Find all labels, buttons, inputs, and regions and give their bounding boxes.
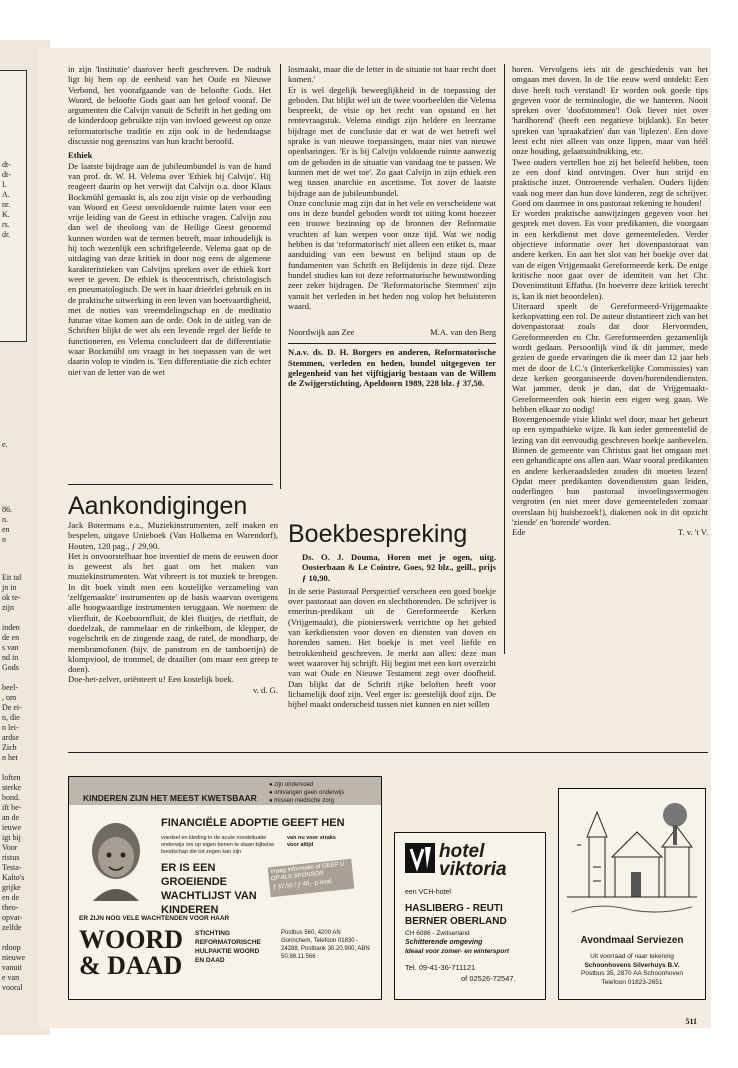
- page-number: 511: [685, 1017, 697, 1026]
- aankondigingen-bib: [68, 520, 278, 551]
- ad-bullet-2: ontvangen geen onderwijs: [274, 790, 345, 796]
- avondmaal-title: Avondmaal Serviezen: [580, 935, 684, 946]
- col3-paragraph-2: Twee ouders vertellen hoe zij het beleefd hebben, toen ze een doof kind ontvingen. Over hun strijd en praktische inzet. Ontroerende verhalen. Ouders lijden vaak nog meer dan hun dove kinderen, zegt de schrijver. Goed om daarmee in ons pastoraat rekening te houden!: [512, 156, 708, 208]
- logo-line-1: WOORD: [79, 925, 183, 954]
- adoptie-heading: FINANCIËLE ADOPTIE GEEFT HEN: [161, 817, 345, 829]
- hotel-postal: CH 6086 - Zwitserland: [405, 930, 470, 937]
- hotel-logo-mark: [405, 843, 435, 873]
- woord-daad-logo: [79, 927, 183, 979]
- avondmaal-line-4: Telefoon 01823-2651: [601, 978, 663, 986]
- logo-line-2: & DAAD: [79, 951, 183, 980]
- previous-page-text-mid2: 86. n. en n: [2, 505, 12, 544]
- signature-name: M.A. van den Berg: [430, 327, 496, 338]
- hotel-place: HASLIBERG - REUTI: [405, 903, 503, 914]
- col3-paragraph-5: Bovengenoemde visie klinkt wel door, maar het gebeurt op een sympathieke wijze. Ik kan ieder gemeentelid de lezing van dit eenvoudig geschreven boekje aanbevelen. Binnen de gemeente van Christus gaat het omgaan met een gehandicapte ons allen aan. Waar vooral predikanten en andere kerkeraadsleden zouden dit moeten lezen! Opdat meer predikanten dovendiensten gaan leiden, ouderlingen hun pastoraal invoelingsvermogen vergroten (en niet meer dove gemeenteleden zomaar overslaan bij huisbezoek!), diakenen ook in dit opzicht 'ziende' en 'horende' worden.: [512, 414, 708, 528]
- ad-header-text: KINDEREN ZIJN HET MEEST KWETSBAAR: [83, 793, 257, 803]
- sponsor-price: ƒ 37,50 / ƒ 40,- p.mnd.: [272, 878, 334, 892]
- adoptie-right: van nu voor straks voor altijd: [287, 835, 336, 848]
- col3-signature-place: Ede: [512, 527, 526, 538]
- hotel-tagline-1: Schitterende omgeving: [405, 939, 483, 946]
- column-divider-1: [280, 64, 281, 489]
- previous-page-text-top: dt- dt- I. A. nr. K. rs. dr.: [2, 160, 11, 239]
- wachtlijst-heading: ER IS EEN GROEIENDE WACHTLIJST VAN KINDEREN: [161, 862, 257, 916]
- hotel-viktoria-ad: [394, 832, 546, 1000]
- previous-page-text-mid: e.: [2, 440, 8, 449]
- sponsor-text: Vraag informatie of GEEF U OP ALS SPONSOR: [269, 861, 345, 883]
- hotel-region: BERNER OBERLAND: [405, 916, 507, 927]
- hotel-phone-2: of 02526-72547.: [461, 974, 516, 983]
- boekbespreking-section: [288, 520, 496, 750]
- ethiek-body: De laatste bijdrage aan de jubileumbundel is van de hand van prof. dr. W. H. Velema over 'Ethiek bij Calvijn'. Hij reageert daarin op het verwijt dat Calvijn o.a. door Klaus Bockmühl gemaakt is, als zou zijn visie op de verhouding van Woord en Geest onvoldoende ruimte laten voor een vrije leiding van de Geest in ethische vragen. Calvijn zou dan wel de theoloog van de Heilige Geest genoemd kunnen worden wat de termen betreft, maar inhoudelijk is hij toch wezenlijk een schriftgeleerde. Velema gaat op de uitdaging van deze kritiek in door nog eens de algemene karakteristieken van Calvijns spreken over de ethiek kort weer te geven. De ethiek is theocentrisch, christologisch en pneumatologisch. De wet in haar drieërlei gebruik en in de praktische uitwerking in een leven van boetvaardigheid, met de noties van vreemdelingschap en de meditatio futurae vitae komen aan de orde. Ook in de uitleg van de Schriften blijkt de wet als een levende regel der liefde te functioneren, en Velema concludeert dat de differentiatie waar Bockmühl om vraagt in het toepassen van de wet daarin volop te vinden is. 'Een differentiatie die zich echter niet van de letter van de wet: [68, 160, 271, 377]
- review-bibliography: [288, 343, 496, 388]
- organisation-name: STICHTING REFORMATORISCHE HULPAKTIE WOORD EN DAAD: [195, 930, 261, 964]
- col3-paragraph-1: horen. Vervolgens iets uit de geschiedenis van het omgaan met doven. In de 16e eeuw werd ontdekt: Een dove heeft toch verstand! Er worden ook goede tips gegeven voor de terminologie, die we hanteren. Nooit spreken over 'doofstommen'! Ook liever niet over 'hardhorend' (heeft een negatieve bijklank). En beter spreken van 'spraakafzien' dan van 'liplezen'. Een dove leest echt niet alleen van onze lippen, maar van héél onze houding, gelaatsuitdrukking, etc.: [512, 64, 708, 157]
- hotel-phone-1: Tel. 09-41-36-711121: [405, 963, 476, 972]
- review-conclusion: Onze conclusie mag zijn dat in het vele en verscheidene wat ons in deze bundel geboden wordt tot uiting komt hoezeer een trouwe bezinning op de bronnen der Reformatie vruchten af kan werpen voor onze tijd. Wat we nodig hebben is dat 'reformatorisch' niet alleen een etiket is, maar aanduiding van een bewust en belijnd staan op de fundamenten van Schrift en Belijdenis in deze tijd. Deze bundel studies kan tot deze reformatorische bewustwording zeer zeker bijdragen. De 'Reformatorische Stemmen' zijn vanuit het verleden in het heden nog volop het beluisteren waard.: [288, 197, 496, 311]
- calvijn-intro-text: in zijn 'Institutie' daarover heeft geschreven. De nadruk ligt bij hem op de eenheid van het Oude en Nieuwe Verbond, het voorafgaande van de beloofte Gods. Het Woord, de beloofte Gods gaat aan het geloof vooraf. De argumenten die Calvijn vanuit de Schrift in het geding om de kinderdoop gebruikte zijn van invloed geweest op onze reformatorische traditie en zijn ook in de hedendaagse discussie nog geenszins van hun kracht beroofd.: [68, 64, 271, 147]
- col3-signature-name: T. v. 't V.: [677, 527, 708, 538]
- child-photo: [83, 815, 149, 901]
- separator-ads: [68, 752, 708, 753]
- avondmaal-line-1: Uit voorraad of naar tekening: [590, 953, 674, 960]
- woord-en-daad-ad: [68, 776, 382, 1000]
- aankondigingen-bib-text: Jack Botermans e.a., Muziekinstrumenten, zelf maken en bespelen, uitgave Unieboek (Van Holkema en Warendorf), Houten, 120 pag., ƒ 29,90.: [68, 520, 278, 551]
- review-continuation-2: Er is wel degelijk beweeglijkheid in de toepassing der geboden. Dat blijkt wel uit de twee voorbeelden die Velema bespreekt, de visie op het recht van opstand en het rentevraagstuk. Velema eindigt zijn heldere en leerzame bijdrage met de conclusie dat er wat de wet betreft wel sprake is van nieuwe toepassingen, maar niet van nieuwe openbaringen. 'Er is bij Calvijn voldoende ruimte aanwezig om de geboden in de situatie van vandaag toe te passen. We kunnen met de wet toe'. Zo gaat Calvijn in zijn ethiek een weg tussen anarchie en ascetisme. Tot zover de laatste bijdrage aan de jubileumbundel.: [288, 84, 496, 198]
- hotel-tagline-2: Ideaal voor zomer- en wintersport: [405, 948, 510, 955]
- ad-bullets: ● zijn ondervoed ● ontvangen geen onderwijs ● missen medische zorg: [269, 782, 345, 804]
- sponsor-stamp: [268, 859, 355, 898]
- col3-signature: [512, 527, 708, 537]
- boekbespreking-body: In de serie Pastoraal Perspectief verscheen een goed boekje over pastoraat aan doven en slechthorenden. De schrijver is emeritus-predikant uit de Gereformeerde Kerken (Vrijgemaakt), die pionierswerk verrichtte op het gebied van kerkdiensten voor doven en diensten van doven en horenden samen. Het boekje is met veel liefde en betrokkenheid geschreven. Je merkt aan alles: deze man weet waarover hij schrijft. Hij begint met een kort overzicht van wat Oude en Nieuwe Testament zegt over doofheid. Dan blijkt dat de Schrift rijke beloften heeft voor lichamelijk doof zijn. Veel erger is: geestelijk doof zijn. De bijbel maakt onderscheid tussen niet kunnen en niet willen: [288, 585, 496, 710]
- boekbespreking-title: Boekbespreking: [288, 520, 468, 548]
- column-1: [68, 64, 271, 494]
- bibliography-text: N.a.v. ds. D. H. Borgers en anderen, Reformatorische Stemmen, verleden en heden, bundel uitgegeven ter gelegenheid van het vijftigjarig bestaan van de Willem de Zwijgerstichting, Apeldoorn 1989, 228 blz. ƒ 37,50.: [288, 347, 496, 389]
- avondmaal-details: [559, 953, 705, 987]
- boekbespreking-bib: Ds. O. J. Douma, Horen met je ogen, uitg. Oosterbaan & Le Cointre, Goes, 92 blz., geill., prijs ƒ 10,90.: [302, 552, 496, 583]
- column-2: [288, 64, 496, 484]
- col3-paragraph-4: Uiteraard speelt de Gereformeerd-Vrijgemaakte kerkopvatting een rol. De auteur distantieert zich van het dovenpastoraat zoals dat door Hervormden, Gereformeerden en Chr. Gereformeerden gezamenlijk wordt gedaan. Persoonlijk vind ik dit jammer, mede gezien de goede ervaringen die ik meer dan 12 jaar heb met de door de I.C.'s (Interkerkelijke Commissies) van deze kerken georganiseerde doven/horendendiensten. Wat jammer, denk je dan, dat de Vrijgemaakt-Gereformeerden ook hierin een eigen weg gaan. We hebben elkaar zo nodig!: [512, 300, 708, 414]
- aankondigingen-body-2: Doe-het-zelver, oriënteert u! Een kostelijk boek.: [68, 674, 234, 685]
- ethiek-heading: Ethiek: [68, 150, 93, 161]
- avondmaal-line-2: Schoonhovens Silverhuys B.V.: [584, 961, 680, 969]
- ad-bullet-3: missen medische zorg: [274, 798, 334, 804]
- avondmaal-line-3: Postbus 35, 2870 AA Schoonhoven: [581, 970, 683, 977]
- aankondigingen-title: Aankondigingen: [68, 492, 248, 520]
- review-continuation-1: losmaakt, maar die de letter in de situatie tot haar recht doet komen.': [288, 64, 496, 85]
- aankondigingen-section: [68, 492, 278, 732]
- review-signature: [288, 327, 496, 337]
- avondmaal-serviezen-ad: [558, 788, 706, 1000]
- ad-bullet-1: zijn ondervoed: [274, 782, 314, 788]
- col3-paragraph-3: Er worden praktische aanwijzingen gegeven voor het gesprek met doven. En voor predikanten, die voorgaan in een kerkdienst met dove gemeenteleden. Verder objectieve informatie over het dovenpastoraat van andere kerken. En aan het slot van het boekje over dat van de eigen Vrijgemaakt Gereformeerde kerk. De enige kritische noot gaat over de identiteit van het Chr. Doveninstituut Effatha. (In hoeverre deze kritiek terecht is, kan ik niet beoordelen).: [512, 208, 708, 301]
- column-3: [512, 64, 708, 654]
- hotel-logo-text: hotel viktoria: [439, 841, 507, 880]
- aankondigingen-signature: v. d. G.: [253, 684, 278, 695]
- aankondigingen-body-1: Het is onvoorstelbaar hoe inventief de mens de eeuwen door is geweest als het gaat om het maken van muziekinstrumenten. Wat vibreert is tot muziek te brengen. In dit boek vindt men een kostelijke verzameling van 'zelfgemaakte' instrumenten op de basis waarvan overigens alle hoogwaardige instrumenten teruggaan. We noemen: de vlierfluit, de Koehoornfluit, de klei fluitjes, de rietfluit, de doedelzak, de rammelaar en de rinkelbom, de klepper, de vogelschrik en de zingende zaag, de ratel, de mondharp, de membramofonen (bijv. de panstrom en de tamboerijn) de klompviool, de trommel, de draailier (om maar een greep te doen).: [68, 550, 278, 675]
- signature-place: Noordwijk aan Zee: [288, 327, 355, 338]
- wachtenden-text: ER ZIJN NOG VELE WACHTENDEN VOOR HAAR: [79, 915, 230, 922]
- journal-page: [38, 48, 711, 1028]
- separator-left: [68, 484, 273, 485]
- church-illustration: [567, 797, 697, 927]
- organisation-address: Postbus 560, 4200 AN Gorinchem, Telefoon 01830 - 24288, Postbank 30.20.900, ABN 50.98.11.566: [281, 930, 370, 960]
- previous-page-text-bottom: Eit tal jn in ok te- zijn inden de en s van nd in Gods beel- , om De ei- n, die n lei- ardse Zich n het loften sterke bond. ift be- an de ieuwe igt bij Voor ristus Testa- Kalto's grijke en de theo- opvat- zelfde rdoop nieuwe vanuit e van vooral: [2, 573, 26, 992]
- hotel-chain: een VCH-hotel: [405, 889, 451, 896]
- adoptie-text: voedsel en kleding in de acute noodsituatie onderwijs om op eigen benen te staan bijbelse boodschap die tot zegen kan zijn: [161, 835, 275, 855]
- column-divider-2: [504, 64, 505, 654]
